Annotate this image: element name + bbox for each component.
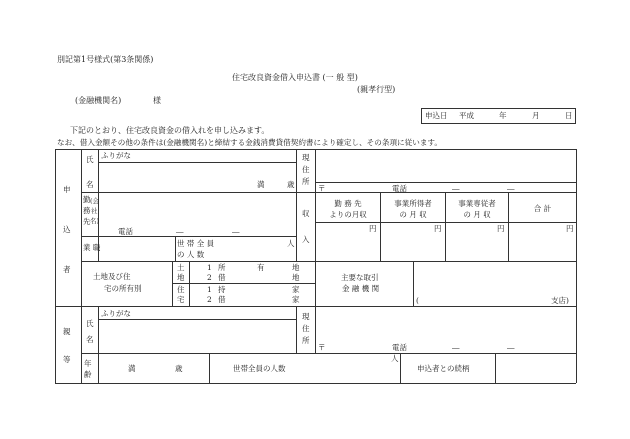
workplace-label-3: 先 bbox=[83, 217, 91, 226]
workplace-phone-dash-1: ― bbox=[176, 227, 184, 236]
intro-line-1: 下記のとおり、住宅改良資金の借入れを申し込みます。 bbox=[70, 126, 270, 135]
job-label: 業 職 bbox=[83, 243, 101, 252]
parent-phone-dash-2: ― bbox=[507, 343, 515, 352]
parent-name-label-1: 氏 bbox=[86, 319, 94, 328]
house-option-1-tail: 家 bbox=[292, 285, 300, 294]
bank-label-1: 主要な取引 bbox=[341, 273, 379, 282]
house-option-2-num: 2 bbox=[207, 295, 212, 304]
house-label-2: 宅 bbox=[177, 295, 185, 304]
applicant-name-label-1: 氏 bbox=[86, 155, 94, 164]
parent-relation-label: 申込者との続柄 bbox=[417, 364, 470, 373]
date-label: 申込日 bbox=[425, 111, 448, 120]
parent-furigana: ふりがな bbox=[101, 309, 131, 318]
intro-line-2: なお、借入金額その他の条件は(金融機関名)と締結する金銭消費貸借契約書により確定し、その条項に従います。 bbox=[57, 138, 442, 147]
parent-relation-field[interactable] bbox=[496, 354, 575, 382]
parent-phone-dash-1: ― bbox=[452, 343, 460, 352]
applicant-address-label-1: 現 bbox=[302, 153, 310, 162]
parent-age-prefix: 満 bbox=[128, 364, 136, 373]
applicant-address-field[interactable] bbox=[316, 150, 575, 181]
parent-address-field[interactable] bbox=[316, 307, 575, 345]
parent-household-label: 世帯全員の人数 bbox=[233, 364, 286, 373]
parent-address-label-2: 住 bbox=[302, 324, 310, 333]
land-option-2-tail: 地 bbox=[292, 273, 300, 282]
applicant-furigana: ふりがな bbox=[101, 151, 131, 160]
income-yen-3: 円 bbox=[497, 224, 505, 233]
land-label-2: 地 bbox=[177, 273, 185, 282]
applicant-phone-dash-1: ― bbox=[452, 184, 460, 193]
applicant-section-char-1: 申 bbox=[63, 185, 71, 194]
addressee-institution: (金融機関名) bbox=[75, 96, 122, 105]
parent-section-char-1: 親 bbox=[63, 327, 71, 336]
workplace-label-1: 勤 bbox=[83, 195, 91, 204]
income-col-1-line-2: よりの月収 bbox=[329, 210, 367, 219]
income-yen-2: 円 bbox=[434, 224, 442, 233]
parent-postal-mark: 〒 bbox=[318, 343, 326, 352]
house-option-1-num: 1 bbox=[207, 285, 212, 294]
household-label-2: の 人 数 bbox=[177, 250, 205, 259]
workplace-company-2: 社 bbox=[91, 207, 98, 215]
parent-age-field[interactable] bbox=[99, 354, 208, 382]
applicant-section-char-2: 込 bbox=[63, 225, 71, 234]
applicant-address-label-3: 所 bbox=[302, 177, 310, 186]
date-era: 平成 bbox=[459, 111, 474, 120]
date-year: 年 bbox=[499, 111, 507, 120]
land-option-1-right: 有 bbox=[257, 263, 265, 272]
workplace-phone-dash-2: ― bbox=[232, 227, 240, 236]
workplace-company-1: (会 bbox=[90, 197, 100, 205]
applicant-phone-dash-2: ― bbox=[507, 184, 515, 193]
workplace-company-3: 名) bbox=[90, 217, 100, 225]
income-label-2: 入 bbox=[302, 235, 310, 244]
parent-age-unit: 歳 bbox=[175, 364, 183, 373]
form-reference: 別記第1号様式(第3条関係) bbox=[57, 55, 154, 64]
land-option-1-num: 1 bbox=[207, 263, 212, 272]
workplace-field[interactable] bbox=[99, 193, 295, 221]
date-month: 月 bbox=[532, 111, 540, 120]
land-option-2-left: 借 bbox=[218, 273, 226, 282]
property-label-1: 土地及び住 bbox=[93, 272, 131, 281]
income-yen-1: 円 bbox=[369, 224, 377, 233]
parent-section-char-2: 等 bbox=[63, 355, 71, 364]
property-label-2: 宅の所有別 bbox=[104, 284, 142, 293]
parent-household-unit: 人 bbox=[391, 354, 399, 363]
income-col-4-line-1: 合 計 bbox=[533, 204, 552, 213]
income-col-3-line-2: の 月 収 bbox=[463, 210, 491, 219]
land-option-2-num: 2 bbox=[207, 273, 212, 282]
addressee-honorific: 様 bbox=[153, 96, 161, 105]
house-option-2-tail: 家 bbox=[292, 295, 300, 304]
applicant-age-prefix: 満 bbox=[257, 180, 265, 189]
house-option-2-left: 借 bbox=[218, 295, 226, 304]
land-option-1-tail: 地 bbox=[292, 263, 300, 272]
workplace-phone-label: 電話 bbox=[118, 227, 133, 236]
date-day: 日 bbox=[565, 111, 573, 120]
applicant-age-unit: 歳 bbox=[287, 180, 295, 189]
income-col-2-line-1: 事業所得者 bbox=[394, 199, 432, 208]
income-col-2-line-2: の 月 収 bbox=[399, 210, 427, 219]
parent-household-field[interactable] bbox=[316, 354, 399, 382]
household-label-1: 世 帯 全 員 bbox=[177, 239, 215, 248]
household-unit: 人 bbox=[287, 239, 295, 248]
parent-address-label-1: 現 bbox=[302, 312, 310, 321]
applicant-section-char-3: 者 bbox=[63, 265, 71, 274]
bank-label-2: 金 融 機 関 bbox=[342, 284, 380, 293]
income-col-3-line-1: 事業専従者 bbox=[458, 199, 496, 208]
date-box[interactable] bbox=[421, 108, 576, 124]
workplace-label-2: 務 bbox=[83, 206, 91, 215]
house-option-1-left: 持 bbox=[218, 285, 226, 294]
parent-name-field[interactable] bbox=[99, 320, 295, 352]
applicant-phone-label: 電話 bbox=[392, 184, 407, 193]
income-col-1-line-1: 勤 務 先 bbox=[334, 199, 362, 208]
parent-phone-label: 電話 bbox=[392, 343, 407, 352]
form-title: 住宅改良資金借入申込書 (一 般 型) bbox=[232, 73, 358, 82]
house-label-1: 住 bbox=[177, 285, 185, 294]
applicant-name-label-2: 名 bbox=[86, 180, 94, 189]
parent-age-label-1: 年 bbox=[84, 359, 92, 368]
applicant-postal-mark: 〒 bbox=[318, 184, 326, 193]
applicant-name-field[interactable] bbox=[99, 163, 295, 191]
branch-close: 支店) bbox=[551, 296, 569, 305]
land-label-1: 土 bbox=[177, 263, 185, 272]
income-yen-4: 円 bbox=[566, 224, 574, 233]
land-option-1-left: 所 bbox=[218, 263, 226, 272]
income-label-1: 収 bbox=[302, 209, 310, 218]
applicant-address-label-2: 住 bbox=[302, 165, 310, 174]
parent-address-label-3: 所 bbox=[302, 336, 310, 345]
parent-age-label-2: 齢 bbox=[84, 370, 92, 379]
branch-open-paren: ( bbox=[416, 296, 419, 305]
parent-name-label-2: 名 bbox=[86, 335, 94, 344]
form-subtitle: (親孝行型) bbox=[357, 85, 396, 94]
